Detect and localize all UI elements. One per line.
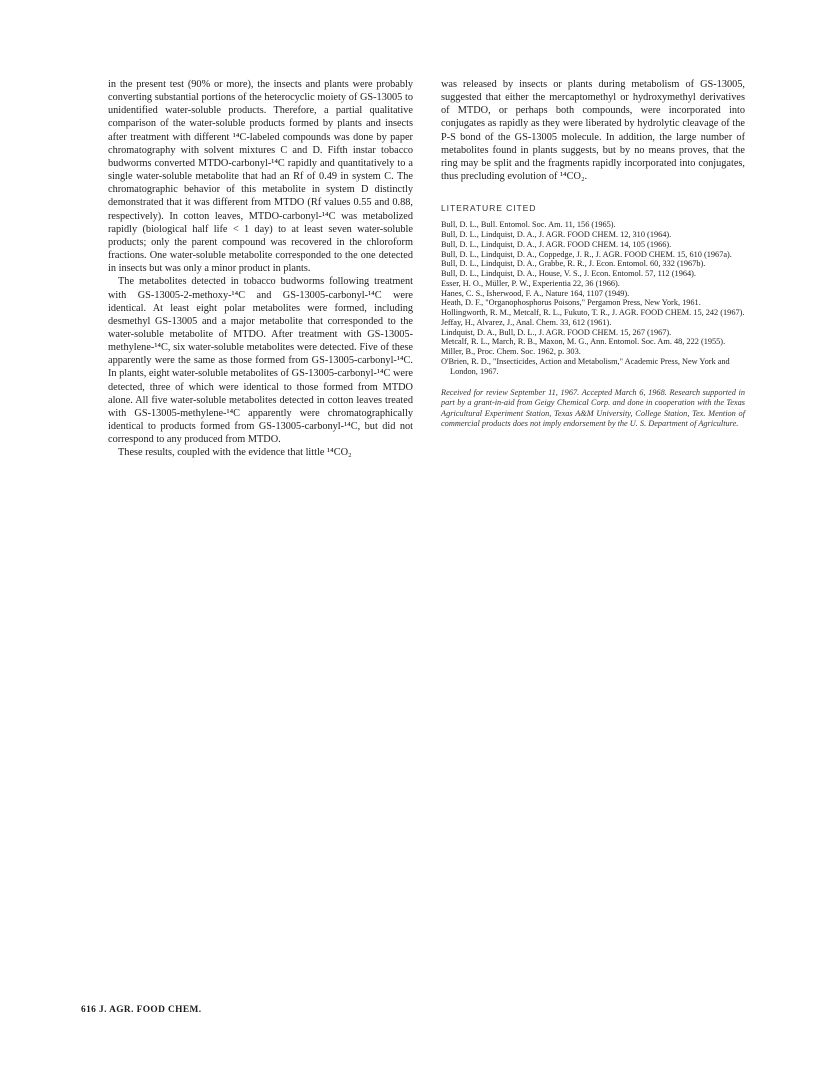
reference-item: Hanes, C. S., Isherwood, F. A., Nature 164, 1107 (1949). — [441, 288, 630, 298]
reference-item: Bull, D. L., Lindquist, D. A., Coppedge, J. R., J. AGR. FOOD CHEM. 15, 610 (1967a). — [441, 249, 732, 259]
reference-item: Bull, D. L., Bull. Entomol. Soc. Am. 11, 156 (1965). — [441, 220, 616, 230]
reference-item: Miller, B., Proc. Chem. Soc. 1962, p. 303. — [441, 347, 581, 356]
received-note: Received for review September 11, 1967. Accepted March 6, 1968. Research supported in part by a grant-in-aid from Geigy Chemical Corp. and done in cooperation with the Texas Agricultural Experiment Station, Texas A&M University, College Station, Tex. Mention of commercial products does not imply endorsement by the U. S. Department of Agriculture. — [441, 388, 745, 428]
body-paragraph-2: The metabolites detected in tobacco budworms following treatment with GS-13005-2-methoxy-¹⁴C and GS-13005-carbonyl-¹⁴C were identical. At least eight polar metabolites were formed, including desmethyl GS-13005 and a major metabolite that corresponded to the water-soluble metabolite of MTDO. After treatment with GS-13005-methylene-¹⁴C, six water-soluble metabolites were detected. Five of these apparently were the same as those formed from GS-13005-carbonyl-¹⁴C. In plants, eight water-soluble metabolites of GS-13005-carbonyl-¹⁴C were detected, three of which were identical to those formed from MTDO alone. All five water-soluble metabolites detected in cotton leaves treated with GS-13005-methylene-¹⁴C apparently were chromatographically identical to products formed from GS-13005-carbonyl-¹⁴C, but did not correspond to any produced from MTDO. — [108, 276, 413, 446]
reference-item: Hollingworth, R. M., Metcalf, R. L., Fukuto, T. R., J. AGR. FOOD CHEM. 15, 242 (1967). — [441, 308, 745, 317]
reference-item: Metcalf, R. L., March, R. B., Maxon, M. G., Ann. Entomol. Soc. Am. 48, 222 (1955). — [441, 337, 726, 347]
reference-item: Lindquist, D. A., Bull, D. L., J. AGR. FOOD CHEM. 15, 267 (1967). — [441, 327, 672, 337]
left-column — [108, 78, 413, 460]
reference-item: Heath, D. F., "Organophosphorus Poisons," Pergamon Press, New York, 1961. — [441, 298, 701, 308]
body-paragraph-continued: was released by insects or plants during metabolism of GS-13005, suggested that either the mercaptomethyl or hydroxymethyl derivatives of MTDO, or perhaps both compounds, were incorporated into conjugates as rapidly as they were liberated by hydrolytic cleavage of the P-S bond of the GS-13005 molecule. In addition, the large number of metabolites found in plants suggests, but by no means proves, that the ring may be split and the fragments rapidly incorporated into conjugates, thus precluding evolution of ¹⁴CO₂. — [441, 79, 745, 183]
right-column — [441, 78, 745, 429]
reference-item: Bull, D. L., Lindquist, D. A., Grabbe, R. R., J. Econ. Entomol. 60, 332 (1967b). — [441, 259, 706, 269]
reference-item: Bull, D. L., Lindquist, D. A., J. AGR. FOOD CHEM. 12, 310 (1964). — [441, 230, 672, 239]
reference-item: Bull, D. L., Lindquist, D. A., J. AGR. FOOD CHEM. 14, 105 (1966). — [441, 239, 672, 249]
reference-item: Esser, H. O., Müller, P. W., Experientia 22, 36 (1966). — [441, 278, 620, 288]
body-paragraph-3: These results, coupled with the evidence that little ¹⁴CO₂ — [118, 447, 352, 459]
reference-item: Jeffay, H., Alvarez, J., Anal. Chem. 33, 612 (1961). — [441, 317, 612, 327]
reference-list — [441, 220, 745, 376]
page-footer: 616 J. AGR. FOOD CHEM. — [81, 1005, 202, 1015]
reference-item: O'Brien, R. D., "Insecticides, Action and Metabolism," Academic Press, New York and London, 1967. — [441, 356, 730, 376]
literature-cited-heading: LITERATURE CITED — [441, 203, 537, 214]
reference-item: Bull, D. L., Lindquist, D. A., House, V. S., J. Econ. Entomol. 57, 112 (1964). — [441, 269, 696, 278]
body-paragraph-1: in the present test (90% or more), the insects and plants were probably converting substantial portions of the heterocyclic moiety of GS-13005 to unidentified water-soluble products. Therefore, a partial qualitative comparison of the water-soluble products formed by plants and insects after treatment with different ¹⁴C-labeled compounds was done by paper chromatography with solvent mixtures C and D. Fifth instar tobacco budworms converted MTDO-carbonyl-¹⁴C rapidly and quantitatively to a single water-soluble metabolite that had an Rf of 0.49 in system C. The chromatographic behavior of this metabolite in system D distinctly demonstrated that it was different from MTDO (Rf values 0.55 and 0.88, respectively). In cotton leaves, MTDO-carbonyl-¹⁴C was metabolized rapidly (biological half life < 1 day) to at least seven water-soluble products; only the parent compound was recovered in the chloroform fractions. One water-soluble metabolite corresponded to the one detected in insects but was only a minor product in plants. — [108, 79, 413, 275]
